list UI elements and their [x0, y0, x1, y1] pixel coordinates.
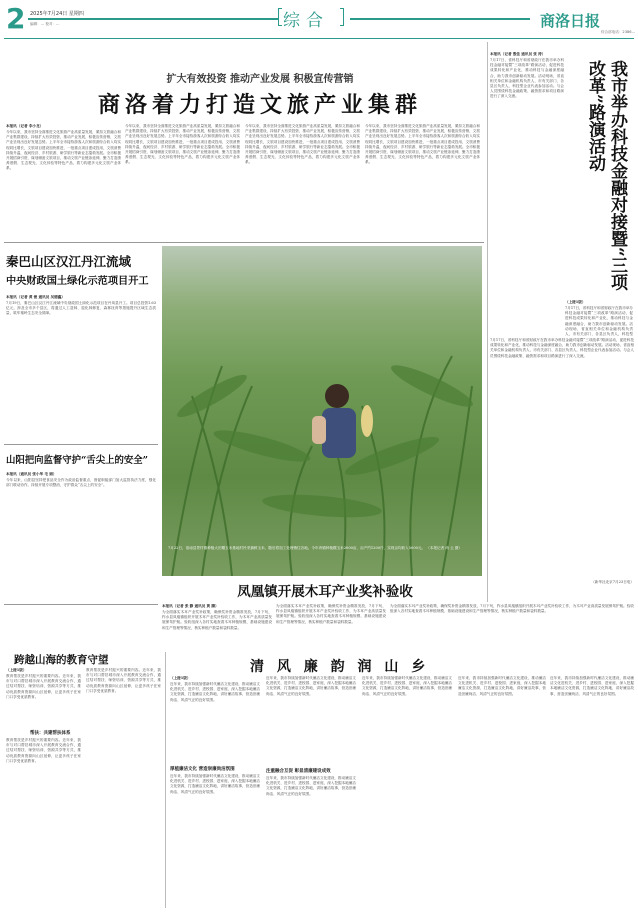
sidebar-divider: [487, 42, 488, 602]
headline2-title-line1: 秦巴山区汉江丹江流域: [6, 254, 132, 269]
headline6-subhead1: 厚植廉洁文化 营造崇廉尚洁氛围: [170, 767, 235, 772]
headline1-title: 商洛着力打造文旅产业集群: [97, 92, 422, 118]
headline1-col1: 今年以来，我市坚持全面推进文化旅游产业高质量发展，紧扣文旅融合和产业集群建设，持续扩大有效投资，推动产业发展，积极宣传营销，文旅产业呈现出良好发展态势。上半年全市接待游客人次和旅游综合收入均实现同比增长，文旅项目建设加快推进，一批重点项目建成投用，文旅消费持续升温，夜间经济、乡村旅游、研学旅行等新业态蓬勃发展。全市积极开展招商引资，谋划储备文旅项目，推动文旅产业链条延伸，聚力打造康养度假、生态观光、文化体验等特色产品，着力构建多元化文旅产业体系。: [6, 130, 121, 171]
headline4-col1: 为全面落实木耳产业奖补政策，确保奖补资金精准发放，7月下旬，柞水县凤凰镇组织开展木耳产业奖补验收工作，为木耳产业高质量发展保驾护航。验收组深入各村实地查看木耳种植规模、基础设施建设和生产管理等情况，核实种植户数量和袋料数量。: [162, 610, 272, 630]
headline6-col2a: 近年来，我市持续加强新时代廉洁文化建设，推动廉洁文化进机关、进乡村、进校园、进家庭，深入挖掘本地廉洁文化资源，打造廉洁文化阵地，讲好廉洁故事，营造崇廉尚洁、风清气正的良好氛围。: [266, 676, 356, 696]
photo-caption-text: 7月22日，洛南县景村镇种植大田糯玉米基地村民采摘鲜玉米，随后将加工处理销往各地。今年该镇种植糯玉米2000亩，亩产约1200斤，实现亩均收入5000元。: [168, 546, 426, 550]
headline6-col2b: 近年来，我市持续加强新时代廉洁文化建设，推动廉洁文化进机关、进乡村、进校园、进家庭，深入挖掘本地廉洁文化资源，打造廉洁文化阵地，讲好廉洁故事，营造崇廉尚洁、风清气正的良好氛围。: [266, 776, 356, 796]
headline4-col3: 为全面落实木耳产业奖补政策，确保奖补资金精准发放，7月下旬，柞水县凤凰镇组织开展木耳产业奖补验收工作，为木耳产业高质量发展保驾护航。验收组深入各村实地查看木耳种植规模、基础设施建设和生产管理等情况，核实种植户数量和袋料数量。: [390, 604, 634, 614]
masthead-bar-right: [350, 18, 530, 20]
headline3-title: 山阳把向监督守护“舌尖上的安全”: [6, 455, 149, 466]
person-figure: [312, 384, 356, 458]
sidebar-title-text: 我市举办科技金融对接暨“三项改革”路演活动: [585, 60, 627, 291]
sidebar-col3: 7月17日，省科技厅和省财政厅在我市举办科技金融对接暨“三项改革”路演活动，促进科技成果转化和产业化，推动科技与金融深度融合，助力我市创新驱动发展。活动现场，省直相关单位和金融机构负责人，市有关部门、各县区负责人，科技型企业代表参加活动。与会人员围绕科技金融政策、融资需求和项目路演进行了深入交流。: [490, 338, 634, 358]
photo-credit: （本报记者 尚 云 摄）: [426, 546, 463, 550]
headline5-col1: 教育帮扶是乡村振兴的重要内容。近年来，我市与对口帮扶城市深入开展教育交流合作，通过结对帮扶、师资培训、资源共享等方式，推动优质教育资源向山区延伸，让更多孩子在家门口享受优质教育。: [6, 674, 81, 699]
sidebar-col2: 7月17日，省科技厅和省财政厅在我市举办科技金融对接暨“三项改革”路演活动，促进科技成果转化和产业化，推动科技与金融深度融合，助力我市创新驱动发展。活动现场，省直相关单位和金融机构负责人，市有关部门、各县区负责人，科技型: [565, 306, 633, 336]
headline1-byline: 本报讯（记者 李小龙）: [6, 124, 44, 128]
headline6-col4: 近年来，我市持续加强新时代廉洁文化建设，推动廉洁文化进机关、进乡村、进校园、进家庭，深入挖掘本地廉洁文化资源，打造廉洁文化阵地，讲好廉洁故事，营造崇廉尚洁、风清气正的良好氛围。: [458, 676, 546, 696]
masthead-contact: 综合部电话：2386...: [600, 30, 635, 34]
headline1-col2: 今年以来，我市坚持全面推进文化旅游产业高质量发展，紧扣文旅融合和产业集群建设，持续扩大有效投资，推动产业发展，积极宣传营销，文旅产业呈现出良好发展态势。上半年全市接待游客人次和旅游综合收入均实现同比增长，文旅项目建设加快推进，一批重点项目建成投用，文旅消费持续升温，夜间经济、乡村旅游、研学旅行等新业态蓬勃发展。全市积极开展招商引资，谋划储备文旅项目，推动文旅产业链条延伸，聚力打造康养度假、生态观光、文化体验等特色产品，着力构建多元化文旅产业体系。: [125, 124, 240, 165]
photo-caption: [168, 546, 476, 551]
sidebar-caption: （上接1版）: [565, 300, 586, 304]
headline4-col2: 为全面落实木耳产业奖补政策，确保奖补资金精准发放，7月下旬，柞水县凤凰镇组织开展木耳产业奖补验收工作，为木耳产业高质量发展保驾护航。验收组深入各村实地查看木耳种植规模、基础设施建设和生产管理等情况，核实种植户数量和袋料数量。: [276, 604, 386, 624]
headline3-byline: 本报讯（通讯员 张小华 毛 娟）: [6, 472, 57, 476]
masthead: [0, 0, 638, 40]
headline6-col3: 近年来，我市持续加强新时代廉洁文化建设，推动廉洁文化进机关、进乡村、进校园、进家庭，深入挖掘本地廉洁文化资源，打造廉洁文化阵地，讲好廉洁故事，营造崇廉尚洁、风清气正的良好氛围。: [362, 676, 452, 696]
corn-field-illustration: [162, 246, 482, 576]
corn-field-photo: [162, 246, 482, 576]
paper-logo: 商洛日报: [540, 12, 601, 30]
page-number: 2: [6, 2, 26, 35]
headline3-body: 今年以来，山阳县坚持把食品安全作为政治监督重点，督促职能部门加大监管执法力度，强化部门联动协作，持续开展专项整治，守护群众“舌尖上的安全”。: [6, 478, 156, 488]
masthead-date: 2025年7月24日 星期四: [30, 11, 84, 17]
masthead-editors: 编辑：... 校对：...: [30, 22, 60, 26]
headline2-title-line2: 中央财政国土绿化示范项目开工: [6, 275, 149, 287]
headline6-col1b: 近年来，我市持续加强新时代廉洁文化建设，推动廉洁文化进机关、进乡村、进校园、进家庭，深入挖掘本地廉洁文化资源，打造廉洁文化阵地，讲好廉洁故事，营造崇廉尚洁、风清气正的良好氛围。: [170, 774, 260, 794]
section-bracket-left: [278, 8, 282, 26]
masthead-bar: [28, 18, 278, 20]
headline1-col4: 今年以来，我市坚持全面推进文化旅游产业高质量发展，紧扣文旅融合和产业集群建设，持续扩大有效投资，推动产业发展，积极宣传营销，文旅产业呈现出良好发展态势。上半年全市接待游客人次和旅游综合收入均实现同比增长，文旅项目建设加快推进，一批重点项目建成投用，文旅消费持续升温，夜间经济、乡村旅游、研学旅行等新业态蓬勃发展。全市积极开展招商引资，谋划储备文旅项目，推动文旅产业链条延伸，聚力打造康养度假、生态观光、文化体验等特色产品，着力构建多元化文旅产业体系。: [365, 124, 480, 165]
headline2-body: 7月19日，秦巴山区汉江丹江流域中央财政国土绿化示范项目在丹凤县开工。项目总投资1.63亿元，涉及全市多个县区，将通过人工造林、退化林修复、森林抚育等措施提升区域生态质量，筑牢秦岭生态安全屏障。: [6, 301, 156, 316]
headline6-col5: 近年来，我市持续加强新时代廉洁文化建设，推动廉洁文化进机关、进乡村、进校园、进家庭，深入挖掘本地廉洁文化资源，打造廉洁文化阵地，讲好廉洁故事，营造崇廉尚洁、风清气正的良好氛围。: [550, 676, 634, 696]
headline6-title: 清 风 廉 韵 润 山 乡: [250, 659, 430, 675]
headline4-title: 凤凰镇开展木耳产业奖补验收: [237, 584, 413, 600]
section-bracket-right: [340, 8, 344, 26]
headline6-caption: （上接1版）: [170, 676, 191, 680]
sidebar-date-note: （新华社北京7月23日电）: [591, 580, 634, 584]
corn-ear: [361, 405, 373, 437]
sidebar-title: [570, 50, 634, 300]
masthead-rule: [4, 38, 634, 39]
headline4-byline: 本报讯（记者 张 静 通讯员 黄 腾）: [162, 604, 219, 608]
sidebar-byline: 本报讯（记者 殷佳 通讯员 张 涛）: [490, 52, 546, 56]
headline5-col1b: 教育帮扶是乡村振兴的重要内容。近年来，我市与对口帮扶城市深入开展教育交流合作，通过结对帮扶、师资培训、资源共享等方式，推动优质教育资源向山区延伸，让更多孩子在家门口享受优质教育。: [6, 738, 81, 763]
sidebar-col1: 7月17日，省科技厅和省财政厅在我市举办科技金融对接暨“三项改革”路演活动，促进科技成果转化和产业化，推动科技与金融深度融合，助力我市创新驱动发展。活动现场，省直相关单位和金融机构负责人，市有关部门、各县区负责人，科技型企业代表参加活动。与会人员围绕科技金融政策、融资需求和项目路演进行了深入交流。: [490, 58, 564, 99]
section-title: 综合: [283, 11, 329, 31]
divider-2: [4, 444, 158, 445]
headline6-col1a: 近年来，我市持续加强新时代廉洁文化建设，推动廉洁文化进机关、进乡村、进校园、进家庭，深入挖掘本地廉洁文化资源，打造廉洁文化阵地，讲好廉洁故事，营造崇廉尚洁、风清气正的良好氛围。: [170, 682, 260, 702]
headline5-col2: 教育帮扶是乡村振兴的重要内容。近年来，我市与对口帮扶城市深入开展教育交流合作，通过结对帮扶、师资培训、资源共享等方式，推动优质教育资源向山区延伸，让更多孩子在家门口享受优质教育。: [86, 668, 161, 693]
divider-3: [4, 604, 158, 605]
headline1-col3: 今年以来，我市坚持全面推进文化旅游产业高质量发展，紧扣文旅融合和产业集群建设，持续扩大有效投资，推动产业发展，积极宣传营销，文旅产业呈现出良好发展态势。上半年全市接待游客人次和旅游综合收入均实现同比增长，文旅项目建设加快推进，一批重点项目建成投用，文旅消费持续升温，夜间经济、乡村旅游、研学旅行等新业态蓬勃发展。全市积极开展招商引资，谋划储备文旅项目，推动文旅产业链条延伸，聚力打造康养度假、生态观光、文化体验等特色产品，着力构建多元化文旅产业体系。: [245, 124, 360, 165]
headline5-caption: （上接1版）: [6, 668, 27, 672]
divider-1: [4, 242, 484, 243]
headline1-kicker: 扩大有效投资 推动产业发展 积极宣传营销: [166, 74, 354, 85]
headline6-subhead2: 注重融合互促 彰显清廉建设成效: [266, 769, 331, 774]
headline5-title: 跨越山海的教育守望: [14, 654, 109, 666]
headline2-byline: 本报讯（记者 黄 俊 通讯员 吴德鑫）: [6, 295, 65, 299]
headline5-subhead1: 帮扶：共建帮扶体系: [30, 731, 71, 736]
vertical-divider-bottom: [165, 652, 166, 908]
